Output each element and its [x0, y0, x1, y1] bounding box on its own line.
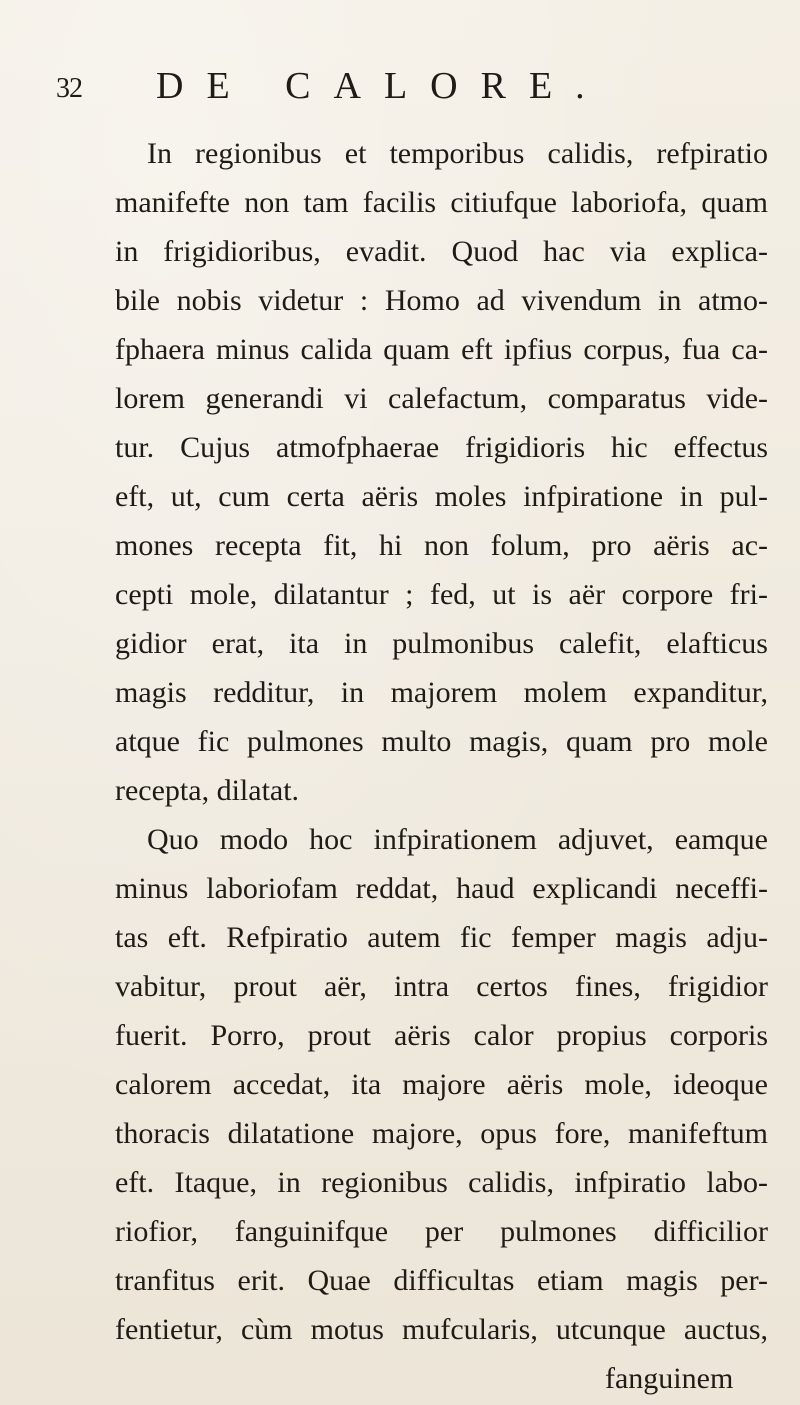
text-line: gidior erat, ita in pulmonibus calefit, elafticus	[115, 627, 768, 660]
text-line: in frigidioribus, evadit. Quod hac via explica-	[115, 235, 768, 268]
text-line: riofior, fanguinifque per pulmones difficilior	[115, 1215, 768, 1248]
text-line: In regionibus et temporibus calidis, refpiratio	[147, 137, 768, 170]
text-line: cepti mole, dilatantur ; fed, ut is aër corpore fri-	[115, 578, 768, 611]
text-line: minus laboriofam reddat, haud explicandi neceffi-	[115, 872, 768, 905]
text-line: vabitur, prout aër, intra certos fines, frigidior	[115, 970, 768, 1003]
catchword: fanguinem	[605, 1362, 734, 1395]
running-title: DE CALORE.	[156, 65, 608, 107]
text-line: calorem accedat, ita majore aëris mole, ideoque	[115, 1068, 768, 1101]
text-line: thoracis dilatatione majore, opus fore, manifeftum	[115, 1117, 768, 1150]
text-line: tas eft. Refpiratio autem fic femper magis adju-	[115, 921, 768, 954]
text-line: tur. Cujus atmofphaerae frigidioris hic effectus	[115, 431, 768, 464]
text-line: bile nobis videtur : Homo ad vivendum in atmo-	[115, 284, 768, 317]
text-line: eft. Itaque, in regionibus calidis, infpiratio labo-	[115, 1166, 768, 1199]
text-line: Quo modo hoc infpirationem adjuvet, eamque	[147, 823, 768, 856]
text-line: fphaera minus calida quam eft ipfius corpus, fua ca-	[115, 333, 768, 366]
text-line: lorem generandi vi calefactum, comparatus vide-	[115, 382, 768, 415]
text-line: recepta, dilatat.	[115, 774, 300, 807]
text-line: tranfitus erit. Quae difficultas etiam magis per-	[115, 1264, 768, 1297]
text-line: manifefte non tam facilis citiufque laboriofa, quam	[115, 186, 768, 219]
text-line: mones recepta fit, hi non folum, pro aëris ac-	[115, 529, 768, 562]
page-number: 32	[56, 73, 82, 104]
text-line: fuerit. Porro, prout aëris calor propius corporis	[115, 1019, 768, 1052]
page-header	[56, 66, 756, 106]
text-line: magis redditur, in majorem molem expanditur,	[115, 676, 768, 709]
text-line: eft, ut, cum certa aëris moles infpiratione in pul-	[115, 480, 768, 513]
text-line: fentietur, cùm motus mufcularis, utcunque auctus,	[115, 1313, 768, 1346]
text-line: atque fic pulmones multo magis, quam pro mole	[115, 725, 768, 758]
